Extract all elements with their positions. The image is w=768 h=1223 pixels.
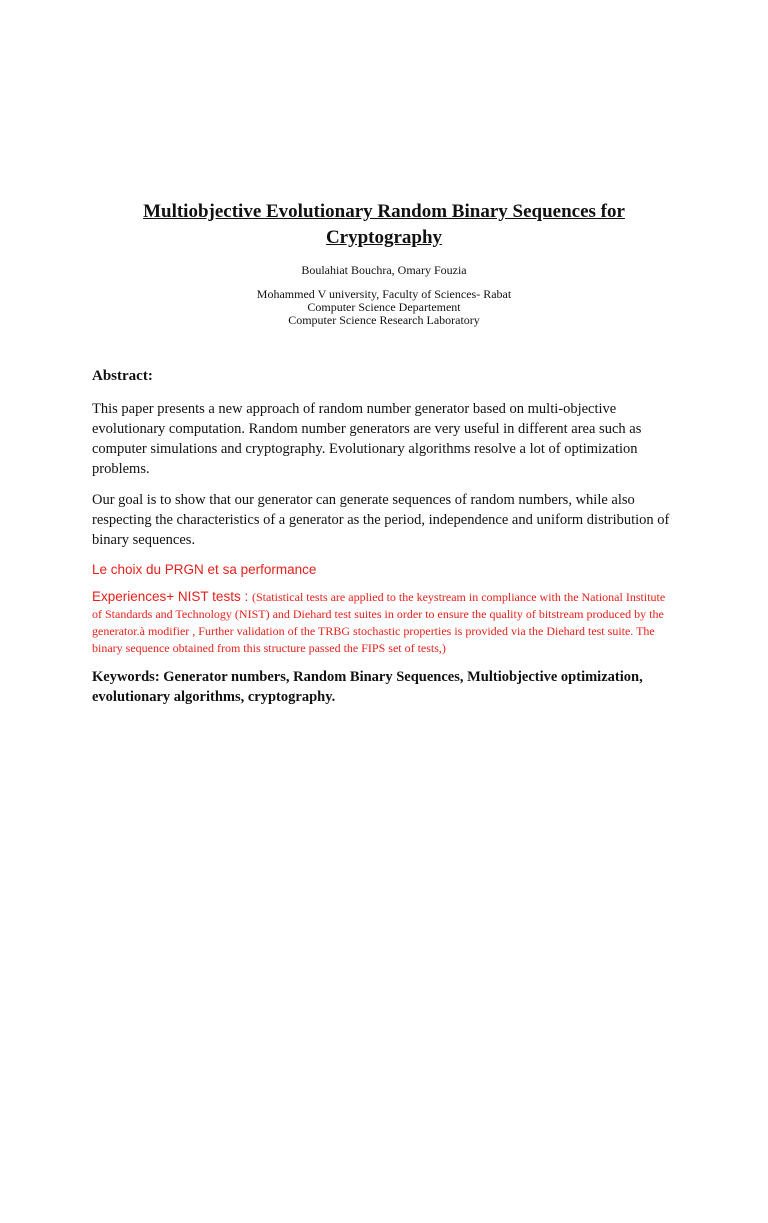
keywords: Keywords: Generator numbers, Random Binary Sequences, Multiobjective optimization, evolutionary algorithms, cryptography.	[92, 669, 643, 705]
experiences-lead: Experiences+ NIST tests :	[92, 589, 252, 604]
affiliation-university: Mohammed V university, Faculty of Sciences- Rabat	[256, 287, 512, 301]
abstract-heading: Abstract:	[92, 368, 153, 384]
paper-page	[0, 199, 768, 1223]
experiences-note	[92, 588, 676, 657]
abstract-paragraph: This paper presents a new approach of random number generator based on multi-objective evolutionary computation. Random number generators are very useful in different area such as computer simulations and cryptography. Evolutionary algorithms resolve a lot of optimization problems.	[92, 401, 642, 477]
author-list: Boulahiat Bouchra, Omary Fouzia	[301, 263, 467, 277]
red-annotation-heading: Le choix du PRGN et sa performance	[92, 562, 317, 577]
abstract-paragraph: Our goal is to show that our generator can generate sequences of random numbers, while also respecting the characteristics of a generator as the period, independence and uniform distribution of binary sequences.	[92, 492, 670, 548]
affiliation-laboratory: Computer Science Research Laboratory	[288, 313, 480, 327]
experiences-detail: (Statistical tests are applied to the keystream in compliance with the National Institute of Standards and Technology (NIST) and Diehard test suites in order to ensure the quality of bitstream produced by the generator.à modifier , Further validation of the TRBG stochastic properties is provided via the Diehard test suite. The binary sequence obtained from this structure passed the FIPS set of tests,)	[92, 590, 666, 655]
affiliation-block	[92, 288, 676, 327]
affiliation-department: Computer Science Departement	[307, 300, 461, 314]
paper-title: Multiobjective Evolutionary Random Binary Sequences for Cryptography	[143, 201, 625, 248]
